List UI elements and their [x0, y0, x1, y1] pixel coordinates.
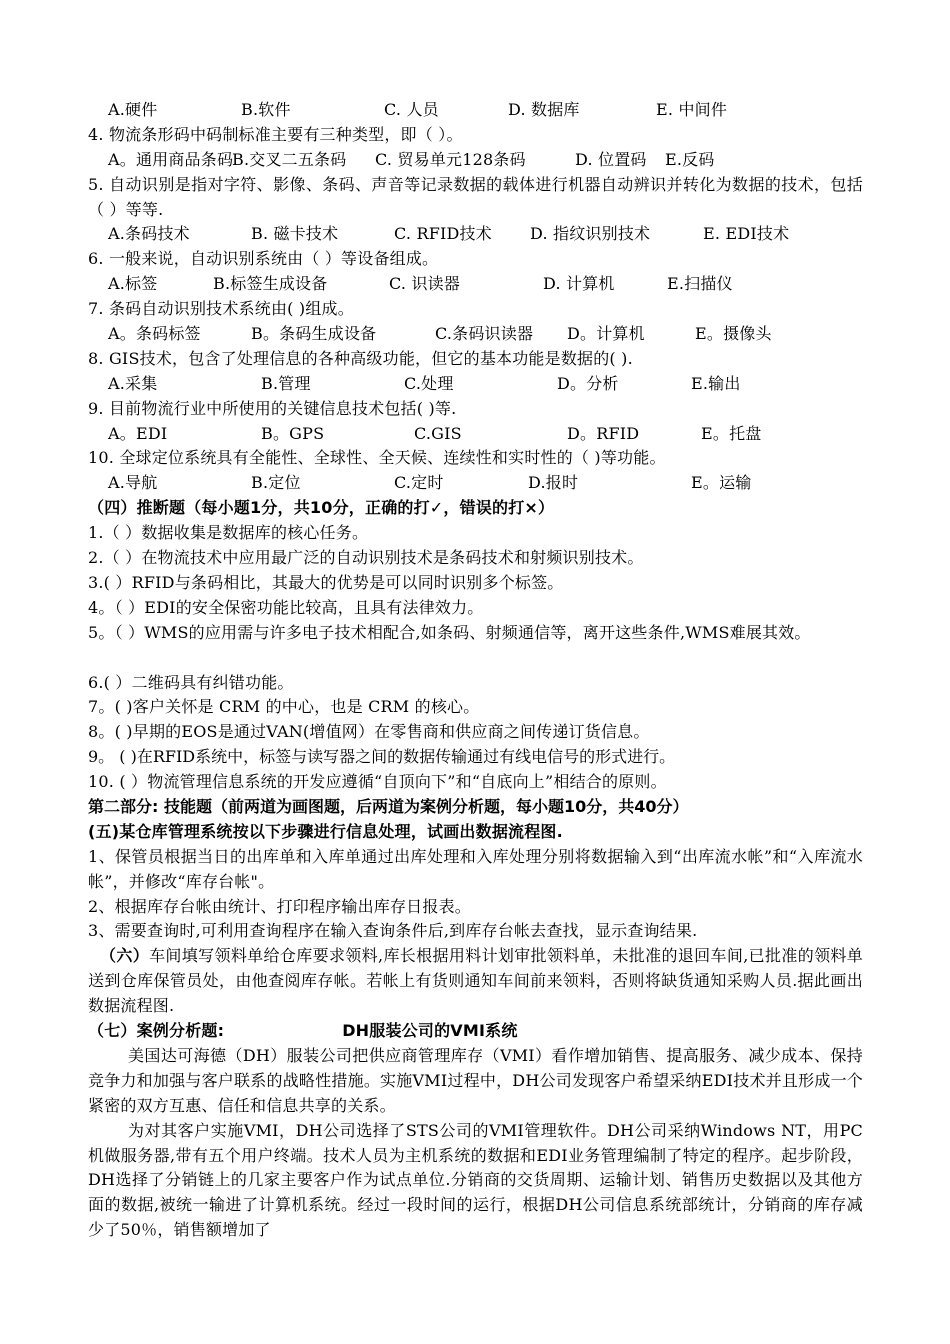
q9-option-e: E。托盘 [701, 423, 762, 443]
section4-item-5: 5。（ ）WMS的应用需与许多电子技术相配合,如条码、射频通信等，离开这些条件,WMS难展其效。 [88, 622, 811, 642]
section4-item-10: 10. ( ）物流管理信息系统的开发应遵循“自顶向下”和“自底向上”相结合的原则。 [88, 772, 667, 792]
section7-case-title: DH服装公司的VMI系统 [342, 1021, 518, 1041]
section7-paragraph-1: 美国达可海德（DH）服装公司把供应商管理库存（VMI）看作增加销售、提高服务、减少成本、保持竞争力和加强与客户联系的战略性措施。实施VMI过程中，DH公司发现客户希望采纳EDI技术并且形成一个紧密的双方互惠、信任和信息共享的关系。 [88, 1045, 863, 1115]
q10-option-d: D.报时 [528, 473, 579, 493]
q8-option-a: A.采集 [108, 373, 158, 393]
q5-option-a: A.条码技术 [108, 224, 190, 244]
q5-options [88, 222, 863, 247]
q6-option-a: A.标签 [108, 274, 158, 294]
q3-options [88, 98, 863, 123]
q7-option-e: E。摄像头 [695, 324, 772, 344]
section4-item-9: 9。 ( )在RFID系统中，标签与读写器之间的数据传输通过有线电信号的形式进行。 [88, 747, 676, 767]
section4-item-4: 4。（ ）EDI的安全保密功能比较高，且具有法律效力。 [88, 597, 484, 617]
part2-title: 第二部分: 技能题（前两道为画图题，后两道为案例分析题，每小题10分，共40分） [88, 796, 689, 816]
q6-option-c: C. 识读器 [389, 274, 461, 294]
q6-option-e: E.扫描仪 [667, 274, 733, 294]
section4-item-3: 3.( ）RFID与条码相比，其最大的优势是可以同时识别多个标签。 [88, 572, 564, 592]
q8-option-e: E.输出 [691, 373, 741, 393]
section7-header [88, 1019, 863, 1044]
q5-option-e: E. EDI技术 [703, 224, 790, 244]
q8-options [88, 372, 863, 397]
section4-item-7: 7。( )客户关怀是 CRM 的中心，也是 CRM 的核心。 [88, 697, 480, 717]
q7-stem: 7. 条码自动识别技术系统由( )组成。 [88, 299, 354, 319]
q6-stem: 6. 一般来说，自动识别系统由（ ）等设备组成。 [88, 249, 439, 269]
section4-item-2: 2.（ ）在物流技术中应用最广泛的自动识别技术是条码技术和射频识别技术。 [88, 548, 644, 568]
q7-option-d: D。计算机 [567, 324, 645, 344]
q9-option-b: B。GPS [261, 423, 325, 443]
q9-option-a: A。EDI [108, 423, 168, 443]
q10-option-a: A.导航 [108, 473, 158, 493]
q3-option-d: D. 数据库 [508, 100, 580, 119]
section4-title: （四）推断题（每小题1分，共10分，正确的打✓，错误的打×） [88, 498, 555, 518]
q3-option-e: E. 中间件 [656, 100, 728, 119]
section6-text: 车间填写领料单给仓库要求领料,库长根据用料计划审批领料单，未批准的退回车间,已批准的领料单送到仓库保管员处，由他查阅库存帐。若帐上有货则通知车间前来领料，否则将缺货通知采购人员.据此画出数据流程图. [88, 946, 863, 1016]
section5-item-3: 3、需要查询时,可利用查询程序在输入查询条件后,到库存台帐去查找，显示查询结果. [88, 921, 698, 941]
q7-option-a: A。条码标签 [108, 324, 201, 344]
section7-paragraph-2: 为对其客户实施VMI，DH公司选择了STS公司的VMI管理软件。DH公司采纳Windows NT，用PC机做服务器,带有五个用户终端。技术人员为主机系统的数据和EDI业务管理编制了特定的程序。起步阶段，DH选择了分销链上的几家主要客户作为试点单位.分销商的交货周期、运输计划、销售历史数据以及其他方面的数据,被统一输进了计算机系统。经过一段时间的运行，根据DH公司信息系统部统计，分销商的库存减少了50％，销售额增加了 [88, 1120, 863, 1240]
q5-option-c: C. RFID技术 [394, 224, 492, 244]
q6-options [88, 272, 863, 297]
q4-stem: 4. 物流条形码中码制标准主要有三种类型，即（ ）。 [88, 124, 463, 144]
q8-option-b: B.管理 [261, 373, 311, 393]
section6-label: （六） [100, 946, 150, 966]
q7-option-b: B。条码生成设备 [251, 324, 377, 344]
section5-item-1: 1、保管员根据当日的出库单和入库单通过出库处理和入库处理分别将数据输入到“出库流水帐”和“入库流水帐”，并修改“库存台帐"。 [88, 846, 863, 891]
section7-label: （七）案例分析题: [88, 1021, 225, 1041]
q6-option-b: B.标签生成设备 [213, 274, 328, 294]
q4-option-c: C. 贸易单元128条码 [375, 149, 526, 169]
q4-option-e: E.反码 [665, 149, 715, 169]
q8-stem: 8. GIS技术，包含了处理信息的各种高级功能，但它的基本功能是数据的( ). [88, 348, 633, 368]
q8-option-c: C.处理 [404, 373, 454, 393]
q4-option-a: A。通用商品条码 [108, 149, 234, 169]
q10-option-e: E。运输 [691, 473, 752, 493]
q10-option-b: B.定位 [251, 473, 301, 493]
q5-option-b: B. 磁卡技术 [251, 224, 339, 244]
q5-stem: 5. 自动识别是指对字符、影像、条码、声音等记录数据的载体进行机器自动辨识并转化为数据的技术，包括（ ）等等. [88, 174, 863, 219]
document-page [88, 98, 863, 1243]
q10-options [88, 471, 863, 496]
q10-option-c: C.定时 [394, 473, 444, 493]
q9-option-c: C.GIS [414, 423, 462, 443]
q7-options [88, 322, 863, 347]
q3-option-c: C. 人员 [384, 100, 439, 119]
q9-options [88, 422, 863, 447]
section5-item-2: 2、根据库存台帐由统计、打印程序输出库存日报表。 [88, 896, 471, 916]
section4-item-8: 8。( )早期的EOS是通过VAN(增值网）在零售商和供应商之间传递订货信息。 [88, 722, 650, 742]
q4-option-b: B.交叉二五条码 [232, 149, 347, 169]
section6-paragraph [88, 944, 863, 1019]
q4-options [88, 148, 863, 173]
q3-option-b: B.软件 [241, 100, 291, 119]
section5-title: (五)某仓库管理系统按以下步骤进行信息处理，试画出数据流程图. [88, 821, 563, 841]
q8-option-d: D。分析 [557, 373, 619, 393]
q10-stem: 10. 全球定位系统具有全能性、全球性、全天候、连续性和实时性的（ )等功能。 [88, 448, 666, 468]
q5-option-d: D. 指纹识别技术 [530, 224, 651, 244]
q7-option-c: C.条码识读器 [435, 324, 534, 344]
q6-option-d: D. 计算机 [543, 274, 615, 294]
q3-option-a: A.硬件 [108, 100, 158, 119]
section4-item-1: 1.（ ）数据收集是数据库的核心任务。 [88, 523, 369, 543]
q9-option-d: D。RFID [567, 423, 640, 443]
q4-option-d: D. 位置码 [575, 149, 647, 169]
section4-item-6: 6.( ）二维码具有纠错功能。 [88, 672, 294, 692]
q9-stem: 9. 目前物流行业中所使用的关键信息技术包括( )等. [88, 398, 457, 418]
